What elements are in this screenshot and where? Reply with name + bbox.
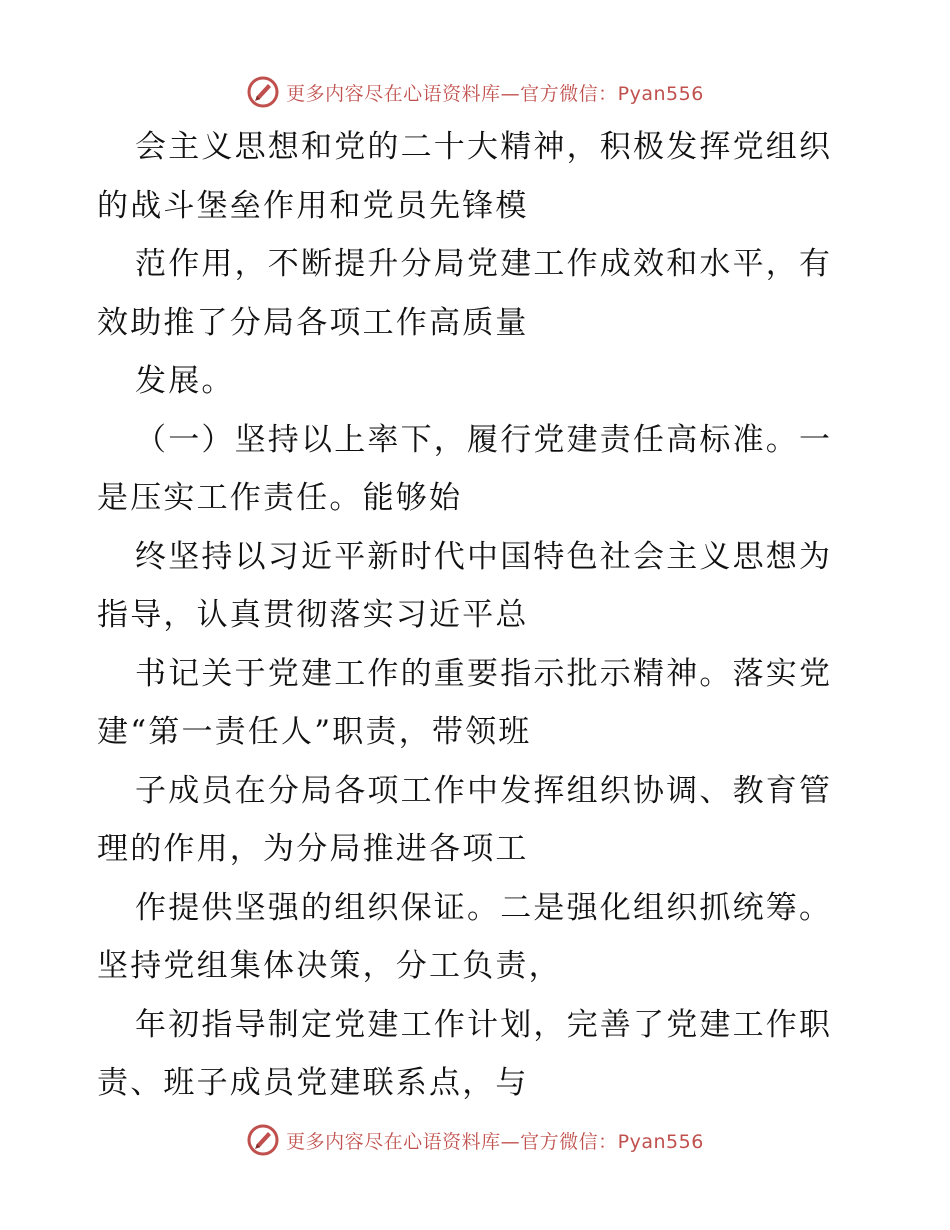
text-line: 效助推了分局各项工作高质量 (97, 304, 529, 341)
text-line: 书记关于党建工作的重要指示批示精神。落实党 (135, 655, 833, 692)
banner-dash: — (500, 82, 521, 105)
banner-lead-text: 更多内容尽在心语资料库 (286, 82, 501, 105)
text-line: （一）坚持以上率下，履行党建责任高标准。一 (135, 421, 833, 458)
text-line: 建“第一责任人”职责，带领班 (97, 714, 532, 750)
text-line: 终坚持以习近平新时代中国特色社会主义思想为 (135, 538, 833, 575)
text-line: 发展。 (135, 363, 235, 399)
banner-text (286, 1127, 704, 1154)
banner-text (286, 79, 704, 106)
text-line: 坚持党组集体决策，分工负责， (97, 948, 562, 984)
text-line: 责、班子成员党建联系点，与 (97, 1065, 529, 1101)
text-line: 子成员在分局各项工作中发挥组织协调、教育管 (135, 772, 833, 809)
text-line: 年初指导制定党建工作计划，完善了党建工作职 (135, 1006, 833, 1043)
pen-nib-circle-icon (246, 75, 280, 109)
pen-nib-circle-icon (246, 1123, 280, 1157)
text-line: 理的作用，为分局推进各项工 (97, 831, 529, 867)
banner-wechat-text: 官方微信：Pyan556 (520, 82, 704, 105)
text-line: 范作用，不断提升分局党建工作成效和水平，有 (135, 246, 833, 282)
text-line: 的战斗堡垒作用和党员先锋模 (97, 187, 529, 224)
banner-wechat-text: 官方微信：Pyan556 (520, 1130, 704, 1153)
text-line: 指导，认真贯彻落实习近平总 (97, 597, 529, 633)
banner-dash: — (500, 1130, 521, 1153)
text-line: 是压实工作责任。能够始 (97, 480, 463, 516)
text-line: 作提供坚强的组织保证。二是强化组织抓统筹。 (135, 889, 833, 926)
header-banner (0, 72, 950, 112)
footer-banner (0, 1120, 950, 1160)
banner-lead-text: 更多内容尽在心语资料库 (286, 1130, 501, 1153)
text-line: 会主义思想和党的二十大精神，积极发挥党组织 (135, 129, 833, 165)
document-body (97, 118, 857, 1113)
